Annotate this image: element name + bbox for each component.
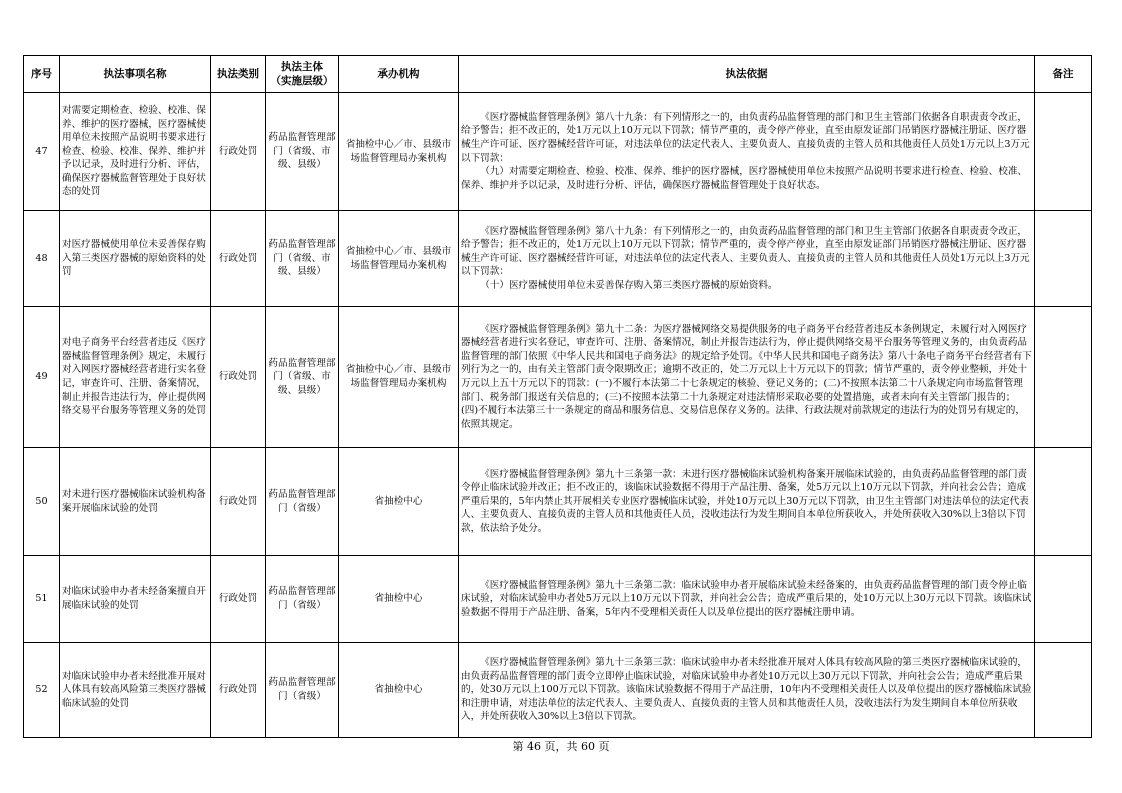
row-no: 48 (24, 211, 60, 307)
row-subject: 药品监督管理部门（省级、市级、县级） (266, 307, 339, 448)
row-no: 52 (24, 643, 60, 738)
row-org: 省抽检中心 (339, 448, 459, 556)
row-name: 对临床试验申办者未经批准开展对人体具有较高风险第三类医疗器械临床试验的处罚 (60, 643, 211, 738)
basis-paragraph: 《医疗器械监督管理条例》第九十三条第二款：临床试验申办者开展临床试验未经备案的，由负责药品监督管理的部门责令停止临床试验，对临床试验申办者处5万元以上10万元以下罚款，并向社会公告；造成严重后果的，处10万元以上30万元以下罚款。该临床试验数据不得用于产品注册、备案，5年内不受理相关责任人以及单位提出的医疗器械注册申请。 (461, 579, 1032, 618)
row-basis (459, 643, 1035, 738)
basis-paragraph: 《医疗器械监督管理条例》第九十二条：为医疗器械网络交易提供服务的电子商务平台经营者违反本条例规定，未履行对入网医疗器械经营者进行实名登记，审查许可、注册、备案情况，制止并报告违法行为，停止提供网络交易平台服务等管理义务的，由负责药品监督管理的部门依照《中华人民共和国电子商务法》的规定给予处罚。《中华人民共和国电子商务法》第八十条电子商务平台经营者有下列行为之一的，由有关主管部门责令限期改正；逾期不改正的，处二万元以上十万元以下的罚款；情节严重的，责令停业整顿，并处十万元以上五十万元以下的罚款：(一)不履行本法第二十七条规定的核验、登记义务的；(二)不按照本法第二十八条规定向市场监督管理部门、税务部门报送有关信息的；(三)不按照本法第二十九条规定对违法情形采取必要的处置措施，或者未向有关主管部门报告的；(四)不履行本法第三十一条规定的商品和服务信息、交易信息保存义务的。法律、行政法规对前款规定的违法行为的处罚另有规定的，依照其规定。 (461, 323, 1032, 430)
table-row (24, 448, 1092, 556)
basis-paragraph: （九）对需要定期检查、检验、校准、保养、维护的医疗器械，医疗器械使用单位未按照产品说明书要求进行检查、检验、校准、保养、维护并予以记录，及时进行分析、评估，确保医疗器械监督管理处于良好状态。 (461, 166, 1028, 191)
row-name: 对需要定期检查、检验、校准、保养、维护的医疗器械，医疗器械使用单位未按照产品说明书要求进行检查、检验、校准、保养、维护并予以记录，及时进行分析、评估，确保医疗器械监督管理处于良好状态的处罚 (60, 93, 211, 211)
basis-paragraph: 《医疗器械监督管理条例》第八十九条：有下列情形之一的，由负责药品监督管理的部门和卫生主管部门依据各自职责责令改正，给予警告；拒不改正的，处1万元以上10万元以下罚款；情节严重的，责令停产停业，直至由原发证部门吊销医疗器械注册证、医疗器械生产许可证、医疗器械经营许可证，对违法单位的法定代表人、主要负责人、直接负责的主管人员和其他责任人员处1万元以上3万元以下罚款： (461, 111, 1030, 164)
row-no: 47 (24, 93, 60, 211)
row-note (1035, 556, 1092, 643)
row-no: 49 (24, 307, 60, 448)
row-subject: 药品监督管理部门（省级） (266, 643, 339, 738)
row-note (1035, 93, 1092, 211)
row-subject: 药品监督管理部门（省级） (266, 556, 339, 643)
row-note (1035, 211, 1092, 307)
row-no: 50 (24, 448, 60, 556)
row-basis (459, 307, 1035, 448)
row-subject: 药品监督管理部门（省级、市级、县级） (266, 211, 339, 307)
row-basis (459, 93, 1035, 211)
table-row (24, 643, 1092, 738)
table-row (24, 556, 1092, 643)
basis-paragraph: 《医疗器械监督管理条例》第九十三条第三款：临床试验申办者未经批准开展对人体具有较高风险的第三类医疗器械临床试验的，由负责药品监督管理的部门责令立即停止临床试验，对临床试验申办者处10万元以上30万元以下罚款，并向社会公告；造成严重后果的，处30万元以上100万元以下罚款。该临床试验数据不得用于产品注册，10年内不受理相关责任人以及单位提出的医疗器械临床试验和注册申请，对违法单位的法定代表人、主要负责人、直接负责的主管人员和其他责任人员，没收违法行为发生期间自本单位所获收入，并处所获收入30%以上3倍以下罚款。 (461, 657, 1032, 723)
row-name: 对医疗器械使用单位未妥善保存购入第三类医疗器械的原始资料的处罚 (60, 211, 211, 307)
enforcement-table (23, 55, 1092, 738)
header-subject-line1: 执法主体 (281, 61, 323, 73)
row-category: 行政处罚 (211, 448, 266, 556)
header-row (24, 56, 1092, 93)
basis-paragraph: 《医疗器械监督管理条例》第八十九条：有下列情形之一的，由负责药品监督管理的部门和卫生主管部门依据各自职责责令改正，给予警告；拒不改正的，处1万元以上10万元以下罚款；情节严重的，责令停产停业，直至由原发证部门吊销医疗器械注册证、医疗器械生产许可证、医疗器械经营许可证，对违法单位的法定代表人、主要负责人、直接负责的主管人员和其他责任人员处1万元以上3万元以下罚款： (461, 225, 1030, 278)
row-category: 行政处罚 (211, 643, 266, 738)
row-no: 51 (24, 556, 60, 643)
row-org: 省抽检中心／市、县级市场监督管理局办案机构 (339, 93, 459, 211)
row-note (1035, 448, 1092, 556)
header-subject-line2: （实施层级） (270, 75, 334, 87)
header-no: 序号 (24, 56, 60, 93)
header-note: 备注 (1035, 56, 1092, 93)
row-subject: 药品监督管理部门（省级、市级、县级） (266, 93, 339, 211)
table-row (24, 307, 1092, 448)
row-category: 行政处罚 (211, 307, 266, 448)
row-org: 省抽检中心／市、县级市场监督管理局办案机构 (339, 307, 459, 448)
table-row (24, 211, 1092, 307)
table-row (24, 93, 1092, 211)
row-name: 对临床试验申办者未经备案擅自开展临床试验的处罚 (60, 556, 211, 643)
row-category: 行政处罚 (211, 556, 266, 643)
page-number: 第 46 页，共 60 页 (512, 740, 610, 753)
row-name: 对电子商务平台经营者违反《医疗器械监督管理条例》规定，未履行对入网医疗器械经营者进行实名登记，审查许可、注册、备案情况，制止并报告违法行为，停止提供网络交易平台服务等管理义务的处罚 (60, 307, 211, 448)
row-org: 省抽检中心 (339, 556, 459, 643)
row-org: 省抽检中心／市、县级市场监督管理局办案机构 (339, 211, 459, 307)
row-note (1035, 643, 1092, 738)
header-subject (266, 56, 339, 93)
row-note (1035, 307, 1092, 448)
row-basis (459, 448, 1035, 556)
row-category: 行政处罚 (211, 93, 266, 211)
basis-paragraph: 《医疗器械监督管理条例》第九十三条第一款：未进行医疗器械临床试验机构备案开展临床试验的，由负责药品监督管理的部门责令停止临床试验并改正；拒不改正的，该临床试验数据不得用于产品注册、备案，处5万元以上10万元以下罚款，并向社会公告；造成严重后果的，5年内禁止其开展相关专业医疗器械临床试验，并处10万元以上30万元以下罚款，由卫生主管部门对违法单位的法定代表人、主要负责人、直接负责的主管人员和其他责任人员，没收违法行为发生期间自本单位所获收入，并处所获收入30%以上3倍以下罚款，依法给予处分。 (461, 468, 1029, 534)
row-name: 对未进行医疗器械临床试验机构备案开展临床试验的处罚 (60, 448, 211, 556)
row-category: 行政处罚 (211, 211, 266, 307)
basis-paragraph: （十）医疗器械使用单位未妥善保存购入第三类医疗器械的原始资料。 (480, 279, 778, 291)
row-org: 省抽检中心 (339, 643, 459, 738)
header-name: 执法事项名称 (60, 56, 211, 93)
header-category: 执法类别 (211, 56, 266, 93)
row-basis (459, 211, 1035, 307)
row-subject: 药品监督管理部门（省级） (266, 448, 339, 556)
header-org: 承办机构 (339, 56, 459, 93)
header-basis: 执法依据 (459, 56, 1035, 93)
row-basis (459, 556, 1035, 643)
